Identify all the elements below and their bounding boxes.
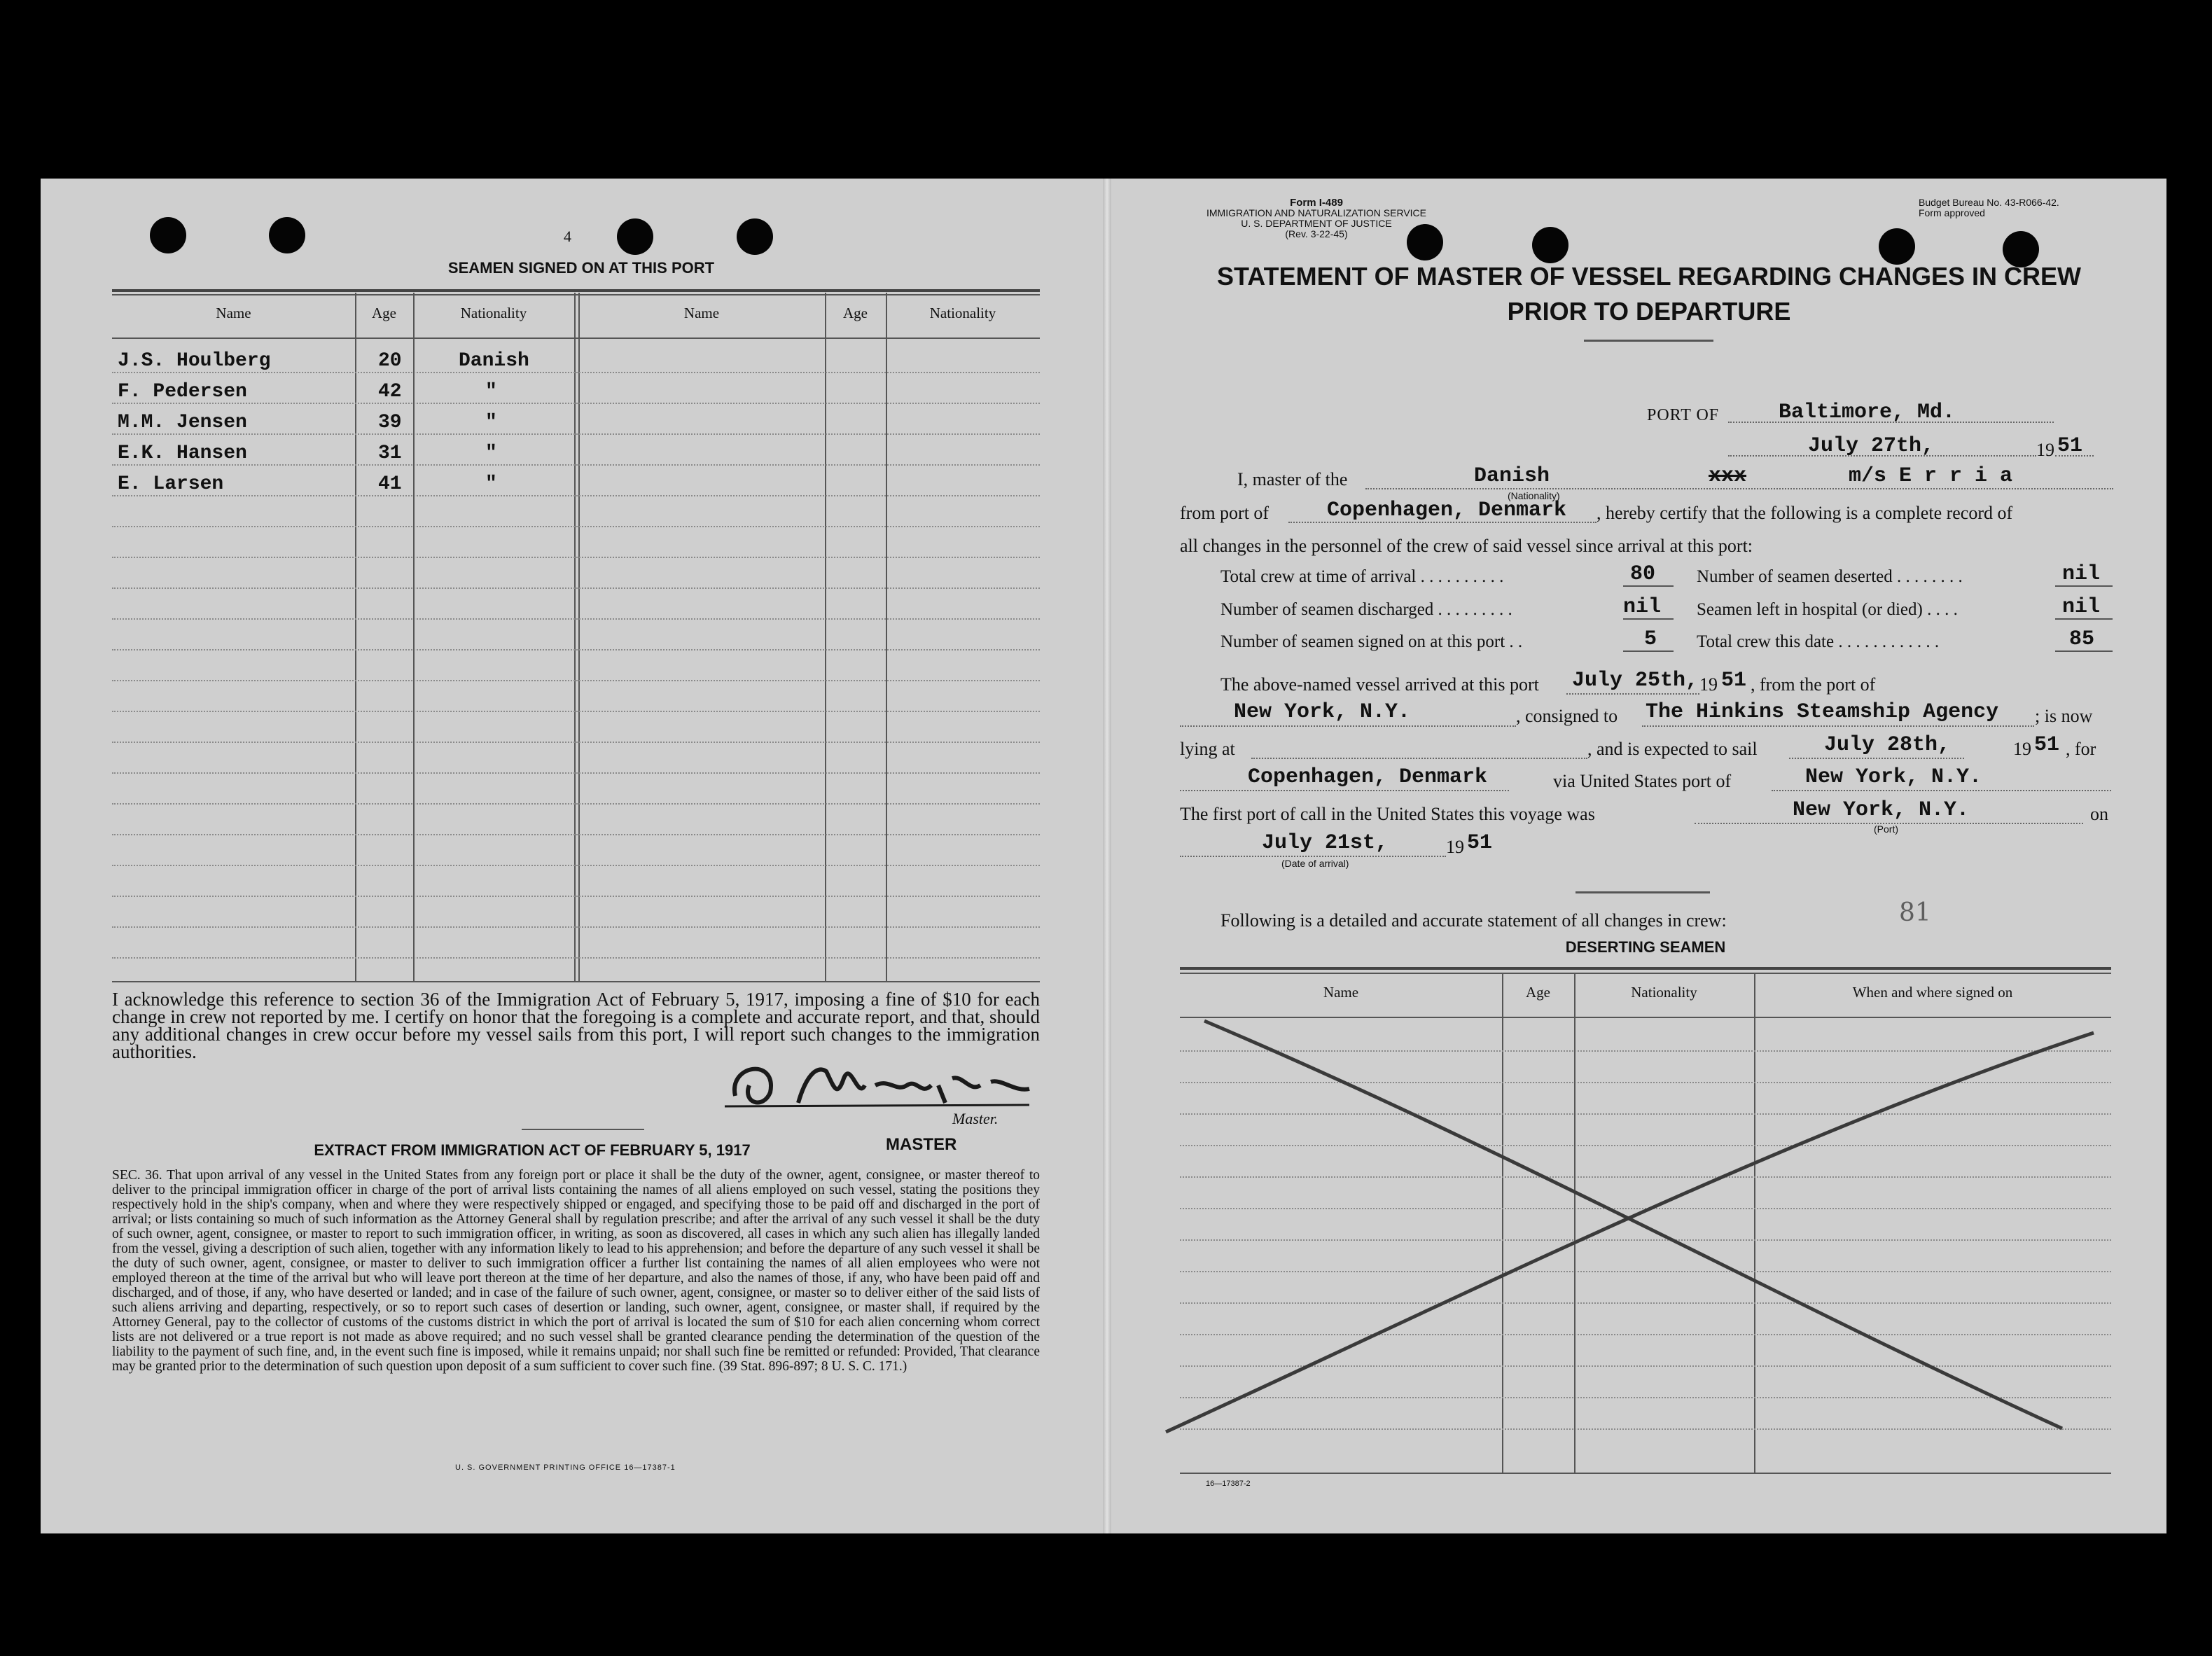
seaman-nationality: Danish [459,350,529,372]
year-prefix: 19 [1446,837,1464,857]
col-divider [886,293,887,982]
handwritten-number: 81 [1899,898,1931,927]
budget-block [1919,197,2059,218]
table-row-line [112,772,1040,775]
form-header [1183,197,1449,239]
form-number: Form I-489 [1290,197,1343,209]
column-header: Age [1526,984,1550,1001]
date-caption: (Date of arrival) [1281,858,1349,869]
arrived-date: July 25th, [1572,669,1699,693]
punch-hole [1532,227,1568,263]
seaman-age: 41 [378,473,402,495]
agency-name: IMMIGRATION AND NATURALIZATION SERVICE [1206,207,1426,218]
form-approved: Form approved [1919,207,1985,218]
table-row-line [112,926,1040,929]
master-of-line [1365,488,2113,489]
budget-number: Budget Bureau No. 43-R066-42. [1919,197,2059,208]
master-of-label: I, master of the [1237,469,1348,489]
seaman-age: 31 [378,443,402,464]
stat-label: Number of seamen discharged . . . . . . . . . [1220,600,1512,619]
stat-value: 85 [2069,627,2095,651]
stat-label: Total crew this date . . . . . . . . . . . . [1697,632,1940,651]
table-top-rule [1180,967,2111,970]
deserting-title: DESERTING SEAMEN [1565,938,1726,956]
seaman-name: M.M. Jensen [118,412,247,433]
year-prefix: 19 [2036,440,2054,460]
struck-text: xxx [1709,464,1747,488]
page-number: 4 [564,228,571,245]
arrived-from-line [1180,725,1516,727]
consigned-to: The Hinkins Steamship Agency [1646,700,1999,724]
col-divider [574,293,576,982]
table-header-rule [112,338,1040,339]
certify-text: , hereby certify that the following is a complete record of [1597,503,2013,523]
port-value: Baltimore, Md. [1779,401,1956,424]
table-bottom-rule [1180,1473,2111,1474]
table-row-line [112,403,1040,405]
extract-title: EXTRACT FROM IMMIGRATION ACT OF FEBRUARY 5, 1917 [314,1141,751,1159]
lying-at-line [1251,758,1587,759]
sail-date: July 28th, [1824,733,1951,757]
from-port-label: from port of [1180,503,1270,523]
vessel-name: m/s E r r i a [1849,464,2013,488]
table-row-line [112,803,1040,806]
column-header: Name [1323,984,1359,1001]
department-name: U. S. DEPARTMENT OF JUSTICE [1241,218,1392,229]
year-value: 51 [2057,434,2083,458]
table-top-rule [112,289,1040,292]
for-label: , for [2066,739,2096,759]
col-divider [355,293,356,982]
stat-value: nil [2062,595,2101,619]
consigned-label: , consigned to [1516,706,1618,726]
first-port-label: The first port of call in the United States this voyage was [1180,804,1595,824]
punch-hole [269,217,305,253]
via-line [1772,790,2111,791]
via-port: New York, N.Y. [1805,765,1982,789]
title-line-1: STATEMENT OF MASTER OF VESSEL REGARDING CHANGES IN CREW [1216,262,2082,291]
date-value: July 27th, [1808,434,1935,458]
arrived-label: The above-named vessel arrived at this port [1220,674,1539,695]
table-row-line [112,433,1040,436]
port-label: PORT OF [1647,406,1720,424]
acknowledgment-text: I acknowledge this reference to section 36 of the Immigration Act of February 5, 1917, imposing a fine of $10 for each change in crew not reported by me. I certify on honor that the foregoing is a complete and accurate report, and that, should any additional changes in crew occur before my vessel sails from this port, I will report such changes to the immigration authorities. [112,989,1040,1062]
column-header: Name [683,305,720,321]
column-header: Nationality [929,305,996,321]
table-row-line [112,834,1040,837]
table-row-line [112,526,1040,529]
page-fold [1103,179,1111,1533]
col-divider [825,293,826,982]
separator-rule [522,1129,644,1130]
year-prefix: 19 [2013,739,2031,759]
stat-label: Total crew at time of arrival . . . . . . . . . . [1220,567,1504,586]
table-row-line [112,464,1040,467]
column-header: Name [216,305,251,321]
vessel-nationality: Danish [1474,464,1550,488]
table-row-line [112,957,1040,960]
seaman-nationality: " [485,443,497,464]
from-port-of-label: , from the port of [1751,674,1876,695]
table-row-line [112,649,1040,652]
master-caption: MASTER [886,1135,957,1154]
cross-out-mark [1155,1008,2122,1456]
stat-value: 5 [1644,627,1657,651]
extract-text: SEC. 36. That upon arrival of any vessel in the United States from any foreign port or place it shall be the duty of the owner, agent, consignee, or master thereof to deliver to the principal immigration officer in charge of the port of arrival lists containing the names of all aliens employed on such vessel, stating the positions they respectively hold in the ship's company, when and where they were respectively shipped or engaged, and specifying those to be paid off and discharged in the port of arrival; or lists containing so much of such information as the Attorney General shall by regulation prescribe; and after the arrival of any such vessel it shall be the duty of such owner, agent, consignee, or master to report to such immigration officer, in writing, as soon as discovered, all cases in which any such alien has illegally landed from the vessel, giving a description of such alien, together with any information likely to lead to his apprehension; and before the departure of any such vessel it shall be the duty of such owner, agent, consignee, or master to deliver to such immigration officer a further list containing the names of all alien employees who were not employed thereon at the time of the arrival but who will leave port thereon at the time of her departure, and also the names of those, if any, who have been paid off and discharged, and of those, if any, who have deserted or landed; and in case of the failure of such owner, agent, consignee, or master so to deliver either of the said lists of such aliens arriving and departing, respectively, or so to report such cases of desertion or landing, such owner, agent, consignee, or master shall, if required by the Attorney General, pay to the collector of customs of the customs district in which the port of arrival is located the sum of $10 for each alien concerning whom correct lists are not delivered or a true report is not made as above required; and no such vessel shall be granted clearance pending the determination of the question of the liability to the payment of such fine, and, in the event such fine is imposed, while it remains unpaid; nor shall such fine be remitted or refunded: Provided, That clearance may be granted prior to the determination of such question upon deposit of a sum sufficient to cover such fine. (39 Stat. 896-897; 8 U. S. C. 171.) [112,1168,1040,1374]
seaman-name: E.K. Hansen [118,443,247,464]
year-line [2055,455,2094,457]
via-label: via United States port of [1553,771,1732,791]
seaman-nationality: " [485,473,497,495]
master-label: Master. [952,1110,999,1127]
destination: Copenhagen, Denmark [1248,765,1488,789]
master-signature [721,1036,1043,1120]
table-row-line [112,742,1040,744]
punch-hole [150,217,186,253]
column-header: Nationality [460,305,527,321]
seaman-age: 39 [378,412,402,433]
revision-date: (Rev. 3-22-45) [1285,228,1348,239]
table-top-rule [1180,973,2111,974]
column-header: When and where signed on [1852,984,2013,1001]
nationality-caption: (Nationality) [1508,490,1560,501]
from-port-value: Copenhagen, Denmark [1327,499,1567,522]
stat-label: Seamen left in hospital (or died) . . . . [1697,600,1958,619]
sail-year: 51 [2034,733,2060,757]
stat-value: 80 [1630,562,1656,586]
title-rule [1584,340,1713,342]
table-bottom-rule [112,981,1040,982]
table-top-rule [112,294,1040,295]
seaman-age: 20 [378,350,402,372]
left-page-title: SEAMEN SIGNED ON AT THIS PORT [447,259,715,277]
stat-value: nil [1623,595,1662,619]
is-now-label: ; is now [2035,706,2093,726]
column-header: Nationality [1631,984,1697,1001]
table-row-line [112,587,1040,590]
year-prefix: 19 [1699,674,1718,695]
first-year: 51 [1467,831,1493,855]
following-text: Following is a detailed and accurate statement of all changes in crew: [1220,910,1727,931]
form-footer: 16—17387-2 [1206,1480,1251,1488]
col-divider [413,293,415,982]
table-row-line [112,865,1040,868]
table-row-line [112,557,1040,559]
seaman-name: J.S. Houlberg [118,350,271,372]
table-row-line [112,495,1040,498]
table-row-line [112,618,1040,621]
seaman-name: F. Pedersen [118,381,247,403]
punch-hole [617,218,653,255]
seaman-name: E. Larsen [118,473,224,495]
seaman-age: 42 [378,381,402,403]
certify-text-2: all changes in the personnel of the crew of said vessel since arrival at this port: [1180,536,1753,556]
table-row-line [112,711,1040,714]
stat-label: Number of seamen deserted . . . . . . . . [1697,567,1963,586]
on-label: on [2090,804,2108,824]
printing-office: U. S. GOVERNMENT PRINTING OFFICE 16—17387-1 [455,1463,676,1472]
punch-hole [737,218,773,255]
destination-line [1180,790,1509,791]
right-page-title [1183,259,2115,329]
first-date-line [1180,856,1446,857]
arrived-year: 51 [1721,669,1747,693]
col-divider [578,293,580,982]
seaman-nationality: " [485,381,497,403]
lying-at-label: lying at [1180,739,1235,759]
first-port: New York, N.Y. [1793,798,1970,822]
stat-label: Number of seamen signed on at this port . . [1220,632,1523,651]
first-date: July 21st, [1262,831,1389,855]
table-row-line [112,372,1040,375]
consigned-line [1642,725,2034,727]
expected-label: , and is expected to sail [1587,739,1758,759]
stat-value: nil [2062,562,2101,586]
title-line-2: PRIOR TO DEPARTURE [1507,297,1791,326]
arrived-date-line [1566,693,1699,695]
column-header: Age [372,305,396,321]
arrived-from: New York, N.Y. [1234,700,1411,724]
separator-rule [1575,891,1710,893]
sail-date-line [1789,758,1964,759]
table-row-line [112,896,1040,898]
seaman-nationality: " [485,412,497,433]
port-caption: (Port) [1874,823,1898,835]
table-row-line [112,680,1040,683]
column-header: Age [843,305,868,321]
